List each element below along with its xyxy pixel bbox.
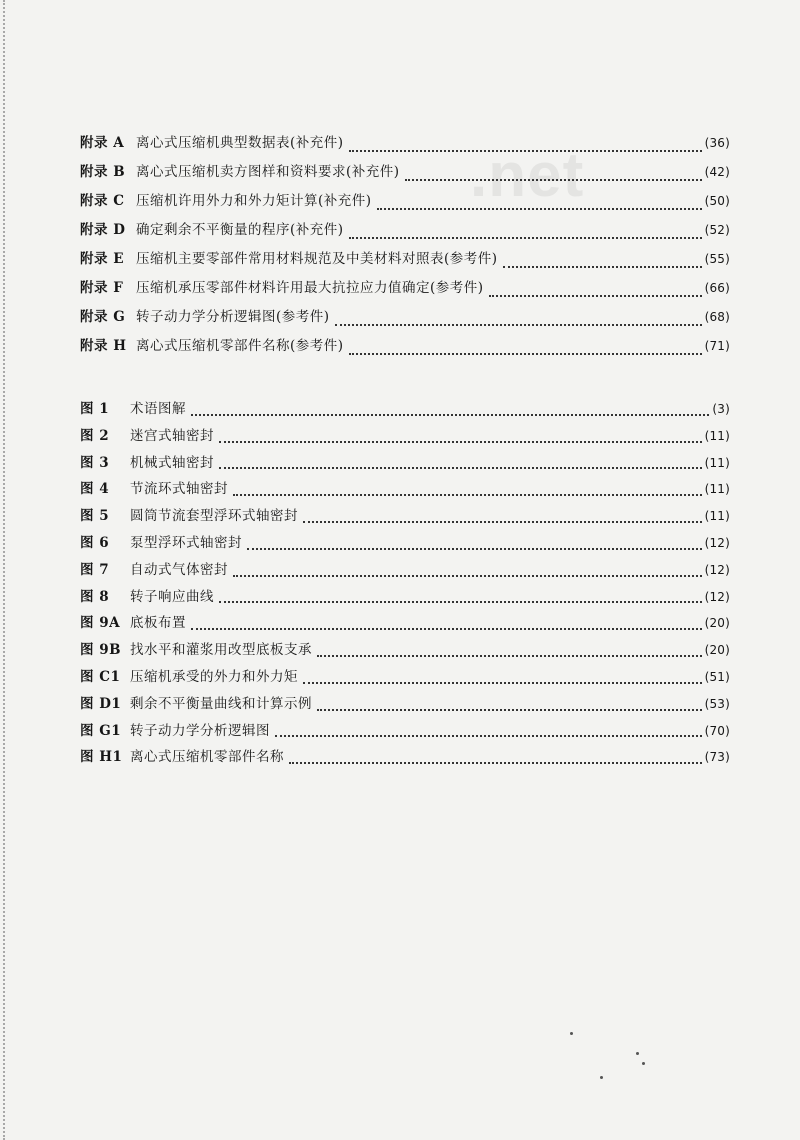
dot-leader [349,352,702,355]
entry-code: 图 1 [80,401,110,417]
toc-entry-figure-h1[interactable] [80,745,730,772]
entry-title: 压缩机许用外力和外力矩计算(补充件) [136,193,372,209]
scan-speck [642,1062,645,1065]
entry-page: (66) [704,281,730,295]
entry-title: 剩余不平衡量曲线和计算示例 [130,695,312,712]
dot-leader [219,600,702,603]
toc-entry-figure-9b[interactable] [80,638,730,665]
entry-code: 图 G1 [80,722,122,739]
scan-speck [570,1032,573,1035]
toc-entry-appendix-b[interactable] [80,160,730,189]
entry-code: 图 4 [80,481,110,498]
dot-leader [275,734,702,737]
entry-code: 图 7 [80,561,110,578]
entry-title: 自动式气体密封 [130,561,228,578]
entry-page: (11) [704,428,730,443]
entry-code: 图 5 [80,508,110,525]
entry-code: 附录 C [80,193,125,209]
dot-leader [377,207,702,210]
dot-leader [317,654,702,657]
entry-page: (36) [704,136,730,150]
entry-page: (73) [704,750,730,765]
entry-page: (3) [712,402,730,416]
entry-title: 确定剩余不平衡量的程序(补充件) [136,222,344,238]
entry-title: 压缩机承压零部件材料许用最大抗拉应力值确定(参考件) [136,280,484,296]
entry-page: (51) [704,669,730,684]
entry-title: 离心式压缩机零部件名称(参考件) [136,338,344,354]
dot-leader [219,440,702,443]
dot-leader [191,627,702,630]
toc-entry-appendix-g[interactable] [80,305,730,334]
toc-entry-appendix-e[interactable] [80,247,730,276]
toc-entry-appendix-c[interactable] [80,189,730,218]
entry-title: 离心式压缩机零部件名称 [130,749,284,766]
entry-title: 圆筒节流套型浮环式轴密封 [130,508,298,525]
entry-page: (11) [704,455,730,470]
dot-leader [233,574,702,577]
entry-page: (53) [704,696,730,711]
entry-code: 图 3 [80,454,110,471]
dot-leader [289,761,702,764]
toc-entry-figure-7[interactable] [80,558,730,585]
entry-title: 离心式压缩机典型数据表(补充件) [136,135,344,151]
entry-code: 图 2 [80,427,110,444]
toc-entry-figure-9a[interactable] [80,611,730,638]
entry-page: (71) [704,339,730,353]
figure-list [80,397,730,772]
dot-leader [349,149,702,152]
entry-code: 图 H1 [80,749,123,766]
entry-title: 找水平和灌浆用改型底板支承 [130,642,312,659]
entry-code: 图 9A [80,615,121,632]
entry-page: (55) [704,252,730,266]
entry-title: 迷宫式轴密封 [130,427,214,444]
dot-leader [335,323,702,326]
toc-entry-figure-1[interactable] [80,397,730,424]
dot-leader [349,236,702,239]
entry-page: (70) [704,723,730,738]
toc-entry-figure-2[interactable] [80,424,730,451]
toc-entry-figure-g1[interactable] [80,719,730,746]
scan-speck [636,1052,639,1055]
entry-code: 附录 E [80,251,124,267]
dot-leader [489,294,702,297]
toc-entry-figure-c1[interactable] [80,665,730,692]
entry-title: 底板布置 [130,615,186,632]
toc-entry-appendix-d[interactable] [80,218,730,247]
toc-entry-figure-5[interactable] [80,504,730,531]
toc-entry-appendix-f[interactable] [80,276,730,305]
toc-entry-figure-6[interactable] [80,531,730,558]
entry-page: (12) [704,562,730,577]
entry-code: 附录 G [80,309,126,325]
appendix-list [80,131,730,363]
entry-page: (52) [704,223,730,237]
entry-code: 图 8 [80,588,110,605]
entry-code: 图 D1 [80,695,122,712]
entry-page: (12) [704,535,730,550]
watermark: .net [470,141,585,210]
toc-entry-figure-3[interactable] [80,451,730,478]
dot-leader [405,178,702,181]
entry-code: 附录 B [80,164,126,180]
entry-title: 压缩机承受的外力和外力矩 [130,668,298,685]
entry-title: 离心式压缩机卖方图样和资料要求(补充件) [136,164,400,180]
entry-page: (11) [704,509,730,524]
dot-leader [503,265,702,268]
scan-speck [600,1076,603,1079]
entry-page: (11) [704,482,730,497]
entry-title: 转子动力学分析逻辑图(参考件) [136,309,330,325]
toc-entry-figure-d1[interactable] [80,692,730,719]
entry-code: 附录 F [80,280,124,296]
entry-code: 附录 D [80,222,126,238]
dot-leader [233,493,702,496]
entry-title: 机械式轴密封 [130,454,214,471]
entry-code: 图 6 [80,534,110,551]
entry-code: 附录 H [80,338,127,354]
toc-entry-figure-4[interactable] [80,477,730,504]
scan-edge-dots [3,0,5,1140]
entry-title: 节流环式轴密封 [130,481,228,498]
dot-leader [317,708,702,711]
dot-leader [303,520,702,523]
entry-title: 泵型浮环式轴密封 [130,534,242,551]
entry-code: 图 C1 [80,668,121,685]
entry-page: (20) [704,643,730,658]
entry-title: 转子动力学分析逻辑图 [130,722,270,739]
dot-leader [191,413,709,416]
entry-page: (42) [704,165,730,179]
entry-title: 术语图解 [130,401,186,417]
dot-leader [247,547,702,550]
dot-leader [219,466,702,469]
dot-leader [303,681,702,684]
entry-title: 转子响应曲线 [130,588,214,605]
entry-code: 图 9B [80,642,122,659]
toc-entry-appendix-a[interactable] [80,131,730,160]
entry-page: (50) [704,194,730,208]
entry-page: (68) [704,310,730,324]
entry-title: 压缩机主要零部件常用材料规范及中美材料对照表(参考件) [136,251,498,267]
entry-code: 附录 A [80,135,125,151]
entry-page: (12) [704,589,730,604]
toc-entry-figure-8[interactable] [80,585,730,612]
toc-entry-appendix-h[interactable] [80,334,730,363]
entry-page: (20) [704,616,730,631]
